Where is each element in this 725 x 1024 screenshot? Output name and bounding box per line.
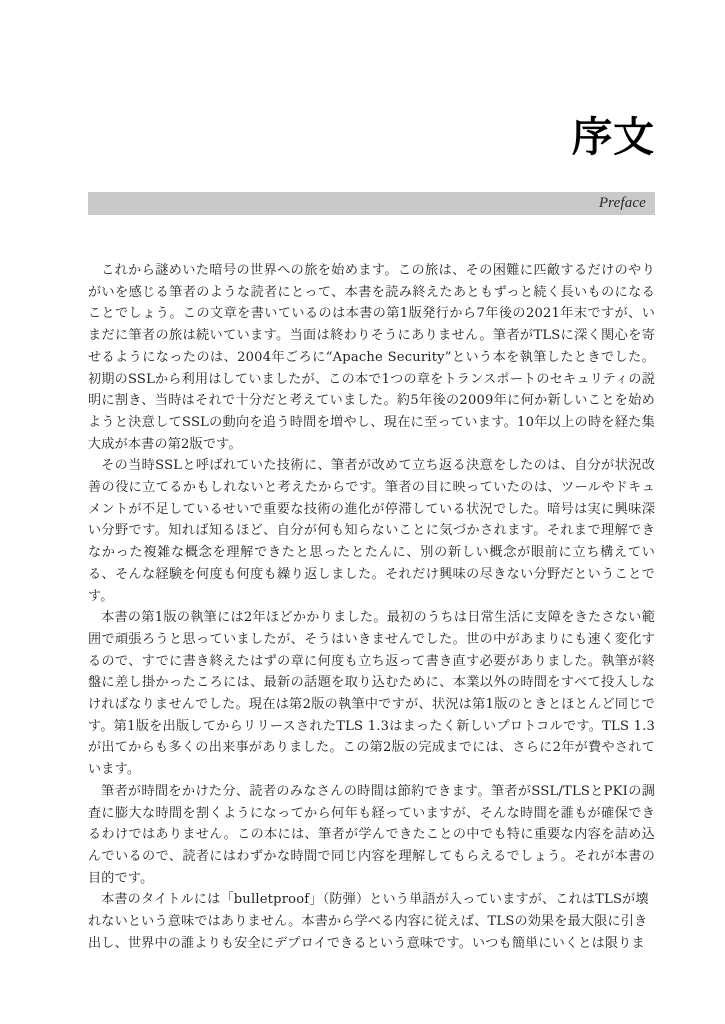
body-text bbox=[88, 260, 655, 955]
chapter-subtitle-label: Preface bbox=[598, 195, 646, 211]
chapter-subtitle-band bbox=[88, 192, 655, 215]
chapter-heading-block bbox=[88, 112, 655, 215]
page-title: 序文 bbox=[571, 113, 655, 161]
paragraph: これから謎めいた暗号の世界への旅を始めます。この旅は、その困難に匹敵するだけのやりがいを感じる筆者のような読者にとって、本書を読み終えたあともずっと続く長いものになることでしょう。この文章を書いているのは本書の第1版発行から7年後の2021年末ですが、いまだに筆者の旅は続いています。当面は終わりそうにありません。筆者がTLSに深く関心を寄せるようになったのは、2004年ごろに“Apache Security”という本を執筆したときでした。初期のSSLから利用はしていましたが、この本で1つの章をトランスポートのセキュリティの説明に割き、当時はそれで十分だと考えていました。約5年後の2009年に何か新しいことを始めようと決意してSSLの動向を追う時間を増やし、現在に至っています。10年以上の時を経た集大成が本書の第2版です。 bbox=[88, 263, 655, 452]
paragraph: その当時SSLと呼ばれていた技術に、筆者が改めて立ち返る決意をしたのは、自分が状況改善の役に立てるかもしれないと考えたからです。筆者の目に映っていたのは、ツールやドキュメントが不足しているせいで重要な技術の進化が停滞している状況でした。暗号は実に興味深い分野です。知れば知るほど、自分が何も知らないことに気づかされます。それまで理解できなかった複雑な概念を理解できたと思ったとたんに、別の新しい概念が眼前に立ち構えている、そんな経験を何度も何度も繰り返しました。それだけ興味の尽きない分野だということです。 bbox=[88, 458, 655, 604]
paragraph: 筆者が時間をかけた分、読者のみなさんの時間は節約できます。筆者がSSL/TLSとPKIの調査に膨大な時間を割くようになってから何年も経っていますが、そんな時間を誰もが確保できるわけではありません。この本には、筆者が学んできたことの中でも特に重要な内容を詰め込んでいるので、読者にはわずかな時間で同じ内容を理解してもらえるでしょう。それが本書の目的です。 bbox=[88, 783, 655, 886]
paragraph: 本書の第1版の執筆には2年ほどかかりました。最初のうちは日常生活に支障をきたさない範囲で頑張ろうと思っていましたが、そうはいきませんでした。世の中があまりにも速く変化するので、すでに書き終えたはずの章に何度も立ち返って書き直す必要がありました。執筆が終盤に差し掛かったころには、最新の話題を取り込むために、本業以外の時間をすべて投入しなければなりませんでした。現在は第2版の執筆中ですが、状況は第1版のときとほとんど同じです。第1版を出版してからリリースされたTLS 1.3はまったく新しいプロトコルです。TLS 1.3が出てからも多くの出来事がありました。この第2版の完成までには、さらに2年が費やされています。 bbox=[88, 610, 655, 778]
paragraph: 本書のタイトルには「bulletproof」（防弾）という単語が入っていますが、これはTLSが壊れないという意味ではありません。本書から学べる内容に従えば、TLSの効果を最大限に引き出し、世界中の誰よりも安全にデプロイできるという意味です。いつも簡単にいくとは限りま bbox=[88, 892, 649, 951]
